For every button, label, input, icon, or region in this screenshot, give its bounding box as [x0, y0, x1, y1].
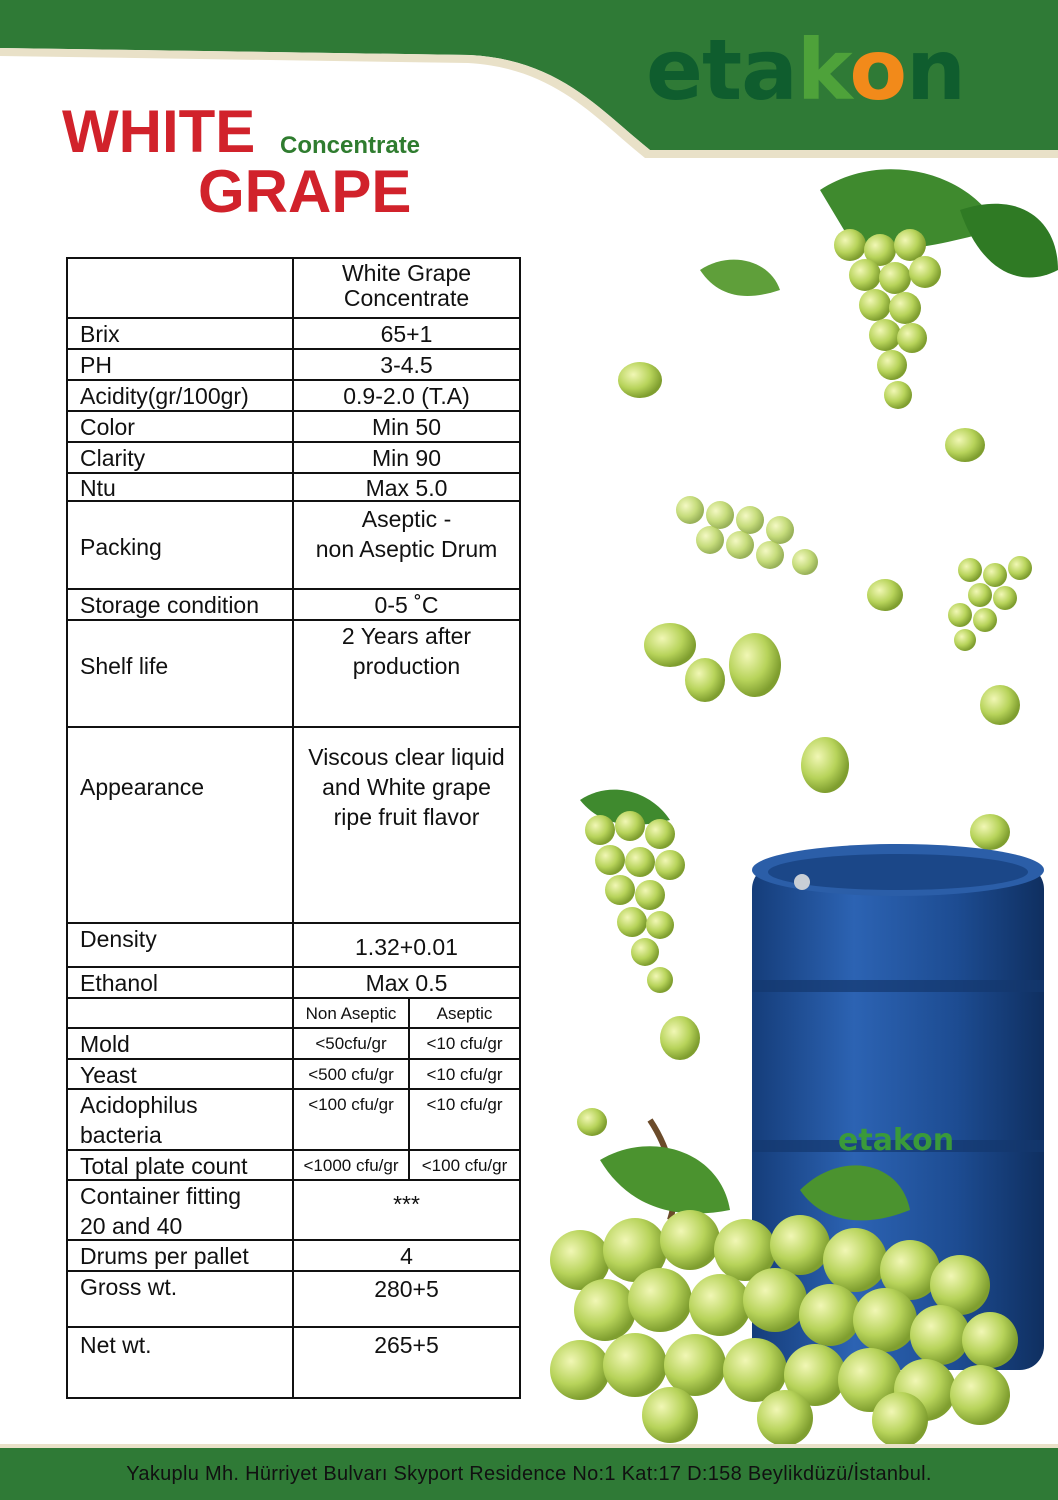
product-illustration — [520, 150, 1058, 1445]
table-row: Packing Aseptic - non Aseptic Drum — [68, 502, 519, 590]
table-row: PH 3-4.5 — [68, 350, 519, 381]
brand-logo: etakon — [646, 21, 965, 119]
table-row: Clarity Min 90 — [68, 443, 519, 474]
grape-cluster-right — [948, 556, 1032, 651]
micro-header-row — [68, 999, 519, 1029]
title-white: WHITE — [62, 98, 256, 165]
table-row: Shelf life 2 Years after production — [68, 621, 519, 728]
footer-address: Yakuplu Mh. Hürriyet Bulvarı Skyport Residence No:1 Kat:17 D:158 Beylikdüzü/İstanbul. — [126, 1463, 932, 1485]
title-grape: GRAPE — [198, 158, 412, 225]
table-row: Acidity(gr/100gr) 0.9-2.0 (T.A) — [68, 381, 519, 412]
col-aseptic: Aseptic — [436, 1004, 493, 1023]
table-header-row — [68, 259, 519, 319]
grape-cluster-middle — [676, 496, 818, 575]
table-row: Mold <50cfu/gr <10 cfu/gr — [68, 1029, 519, 1060]
table-row: Container fitting 20 and 40 *** — [68, 1181, 519, 1241]
table-row: Total plate count <1000 cfu/gr <100 cfu/gr — [68, 1151, 519, 1181]
table-row: Brix 65+1 — [68, 319, 519, 350]
grape-cluster-top — [834, 229, 941, 409]
table-row: Drums per pallet 4 — [68, 1241, 519, 1272]
table-row: Density 1.32+0.01 — [68, 924, 519, 968]
table-row: Net wt. 265+5 — [68, 1328, 519, 1397]
header-product-name: White Grape Concentrate — [341, 260, 472, 311]
title-subtitle: Concentrate — [280, 132, 421, 159]
table-row: Gross wt. 280+5 — [68, 1272, 519, 1328]
table-row: Ntu Max 5.0 — [68, 474, 519, 502]
table-row: Appearance Viscous clear liquid and White grape ripe fruit flavor — [68, 728, 519, 924]
drum-logo-text: etakon — [838, 1123, 955, 1158]
table-row: Ethanol Max 0.5 — [68, 968, 519, 999]
table-row: Yeast <500 cfu/gr <10 cfu/gr — [68, 1060, 519, 1090]
grape-cluster-left — [580, 790, 685, 993]
col-non-aseptic: Non Aseptic — [294, 999, 410, 1027]
table-row: Acidophilus bacteria <100 cfu/gr <10 cfu/gr — [68, 1090, 519, 1151]
table-row: Storage condition 0-5 ˚C — [68, 590, 519, 621]
spec-table — [66, 257, 521, 1399]
table-row: Color Min 50 — [68, 412, 519, 443]
